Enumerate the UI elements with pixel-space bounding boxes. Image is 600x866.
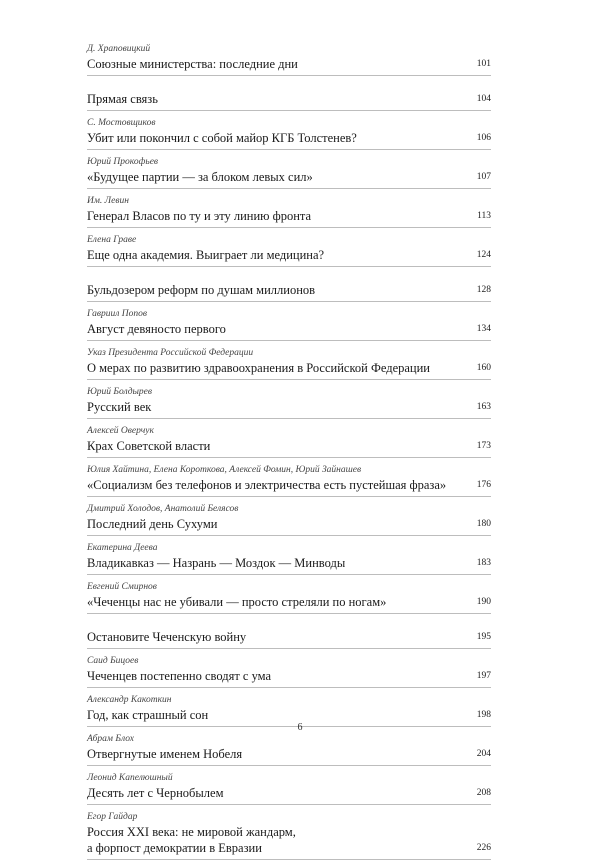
entry-title: Остановите Чеченскую войну	[87, 630, 247, 644]
entry-title: Владикавказ — Назрань — Моздок — Минводы	[87, 556, 346, 570]
entry-author: Юрий Прокофьев	[87, 157, 159, 167]
entry-title: Россия XXI века: не мировой жандарм, а форпост демократии в Евразии	[87, 825, 296, 855]
entry-title: О мерах по развитию здравоохранения в Российской Федерации	[87, 361, 430, 375]
entry-page-number: 104	[476, 94, 491, 104]
entry-author: Юлия Хайтина, Елена Короткова, Алексей Фомин, Юрий Зайнашев	[87, 465, 362, 475]
entry-page-number: 208	[476, 788, 491, 798]
entry-page-number: 128	[476, 285, 491, 295]
entry-author: Алексей Оверчук	[87, 426, 154, 436]
entry-row	[87, 438, 491, 454]
entry-title: Еще одна академия. Выиграет ли медицина?	[87, 248, 325, 262]
entry-title: Чеченцев постепенно сводят с ума	[87, 669, 272, 683]
toc-entry	[87, 386, 491, 419]
toc-entry	[87, 347, 491, 380]
entry-page-number: 204	[476, 749, 491, 759]
toc-entry	[87, 43, 491, 76]
entry-row	[87, 399, 491, 415]
entry-title: Крах Советской власти	[87, 439, 211, 453]
entry-author: Елена Граве	[87, 235, 137, 245]
entry-page-number: 124	[476, 250, 491, 260]
entry-title: Август девяносто первого	[87, 322, 226, 336]
entry-title: Десять лет с Чернобылем	[87, 786, 224, 800]
entry-page-number: 163	[476, 402, 491, 412]
entry-author: Евгений Смирнов	[87, 582, 157, 592]
page-number: 6	[297, 722, 303, 733]
entry-row	[87, 746, 491, 762]
entry-page-number: 106	[476, 133, 491, 143]
entry-author: Указ Президента Российской Федерации	[87, 348, 254, 358]
entry-page-number: 190	[476, 597, 491, 607]
entry-author: Александр Какоткин	[87, 695, 172, 705]
entry-page-number: 226	[476, 843, 491, 853]
toc-entry	[87, 655, 491, 688]
entry-title: «Чеченцы нас не убивали — просто стреляли по ногам»	[87, 595, 387, 609]
entry-author: С. Мостовщиков	[87, 118, 156, 128]
entry-author: Саид Бицоев	[87, 656, 139, 666]
entry-row	[87, 282, 491, 298]
entry-page-number: 180	[476, 519, 491, 529]
toc-entry	[87, 620, 491, 649]
toc-entry	[87, 772, 491, 805]
entry-author: Леонид Капелюшный	[87, 773, 173, 783]
entry-row	[87, 629, 491, 645]
entry-row	[87, 56, 491, 72]
toc-entry	[87, 503, 491, 536]
entry-row	[87, 169, 491, 185]
entry-row	[87, 477, 491, 493]
entry-row	[87, 824, 491, 856]
toc-entry	[87, 82, 491, 111]
entry-page-number: 101	[476, 59, 491, 69]
toc-entry	[87, 464, 491, 497]
entry-page-number: 197	[476, 671, 491, 681]
entry-page-number: 160	[476, 363, 491, 373]
entry-row	[87, 594, 491, 610]
entry-author: Екатерина Деева	[87, 543, 158, 553]
entry-row	[87, 247, 491, 263]
entry-row	[87, 321, 491, 337]
entry-page-number: 183	[476, 558, 491, 568]
entry-author: Юрий Болдырев	[87, 387, 153, 397]
toc-entry	[87, 425, 491, 458]
entry-title: Последний день Сухуми	[87, 517, 218, 531]
toc-entry	[87, 542, 491, 575]
toc-entry	[87, 156, 491, 189]
entry-author: Дмитрий Холодов, Анатолий Белясов	[87, 504, 239, 514]
toc-entry	[87, 308, 491, 341]
entry-author: Егор Гайдар	[87, 812, 138, 822]
entry-title: Год, как страшный сон	[87, 708, 209, 722]
entry-page-number: 107	[476, 172, 491, 182]
entry-row	[87, 130, 491, 146]
entry-title: Союзные министерства: последние дни	[87, 57, 298, 71]
toc-entry	[87, 195, 491, 228]
entry-author: Абрам Блох	[87, 734, 135, 744]
table-of-contents	[87, 43, 491, 866]
entry-title: Генерал Власов по ту и эту линию фронта	[87, 209, 312, 223]
entry-page-number: 176	[476, 480, 491, 490]
entry-title: «Будущее партии — за блоком левых сил»	[87, 170, 313, 184]
entry-title: Отвергнутые именем Нобеля	[87, 747, 243, 761]
entry-row	[87, 555, 491, 571]
toc-entry	[87, 273, 491, 302]
entry-author: Им. Левин	[87, 196, 129, 206]
entry-title: Убит или покончил с собой майор КГБ Толстенев?	[87, 131, 357, 145]
entry-title: Бульдозером реформ по душам миллионов	[87, 283, 316, 297]
entry-page-number: 195	[476, 632, 491, 642]
entry-row	[87, 516, 491, 532]
entry-row	[87, 360, 491, 376]
entry-author: Гавриил Попов	[87, 309, 148, 319]
entry-title: «Социализм без телефонов и электричества есть пустейшая фраза»	[87, 478, 447, 492]
entry-row	[87, 668, 491, 684]
entry-row	[87, 91, 491, 107]
entry-row	[87, 707, 491, 723]
toc-entry	[87, 811, 491, 860]
entry-title: Русский век	[87, 400, 152, 414]
toc-entry	[87, 117, 491, 150]
entry-title: Прямая связь	[87, 92, 158, 106]
entry-page-number: 198	[476, 710, 491, 720]
entry-page-number: 113	[477, 211, 491, 221]
toc-entry	[87, 234, 491, 267]
entry-author: Д. Храповицкий	[87, 44, 151, 54]
entry-row	[87, 208, 491, 224]
entry-page-number: 134	[476, 324, 491, 334]
entry-page-number: 173	[476, 441, 491, 451]
toc-entry	[87, 581, 491, 614]
entry-row	[87, 785, 491, 801]
